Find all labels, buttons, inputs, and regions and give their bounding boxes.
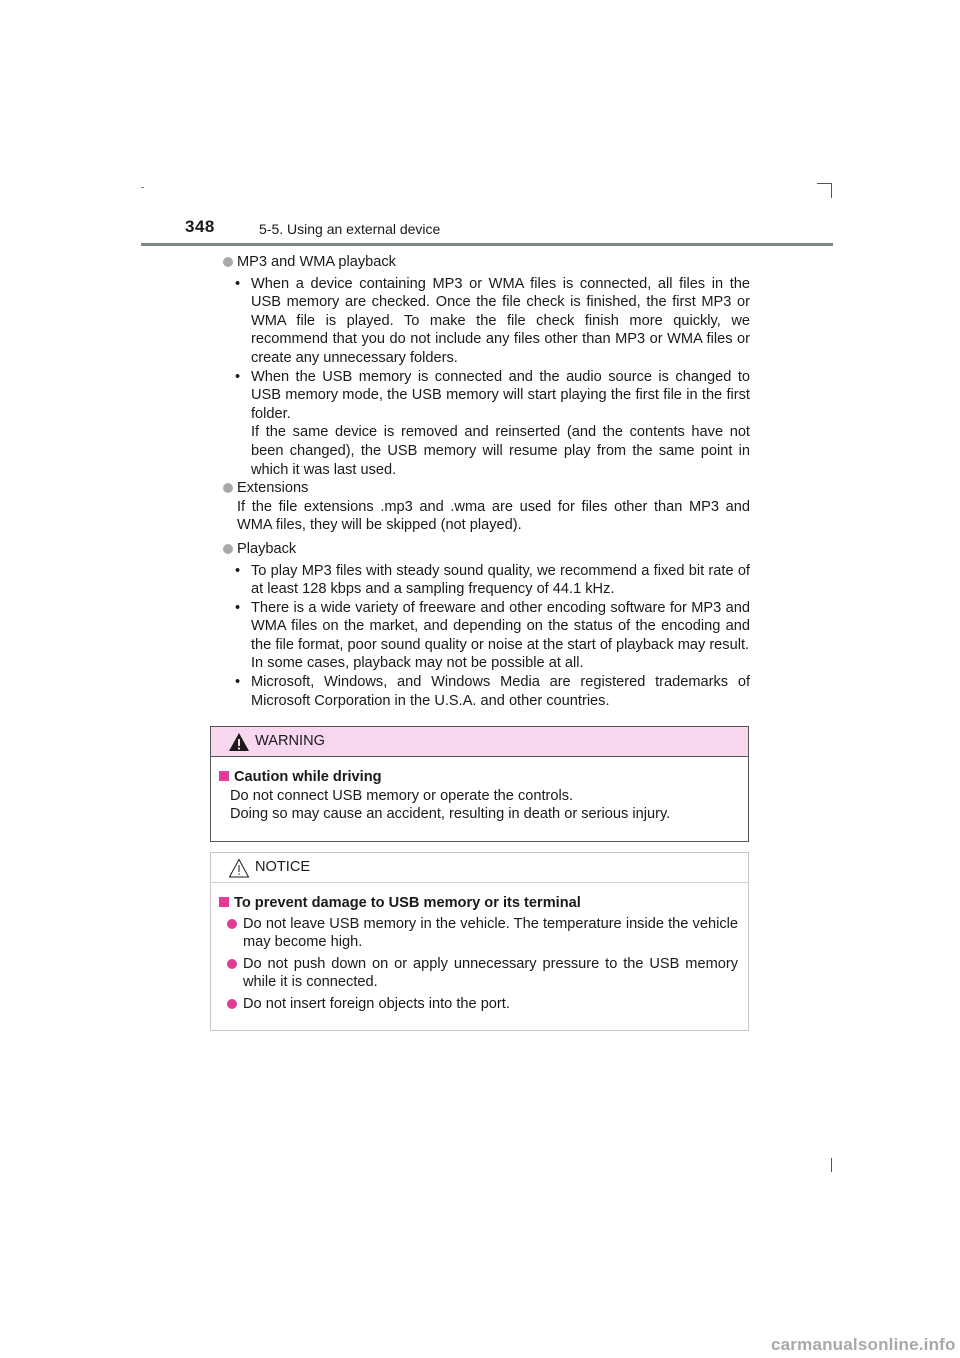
bullet-icon xyxy=(227,999,237,1009)
warning-title: WARNING xyxy=(255,733,325,749)
crop-mark xyxy=(817,183,832,184)
bullet-icon xyxy=(223,257,233,267)
list-item: • When a device containing MP3 or WMA files is connected, all files in the USB memory are checked. Once the file check is finished, the first MP3 or WMA file is played. To make the file check finish more quickly, we recommend that you do not include any files other than MP3 or WMA files or create any unnecessary folders. xyxy=(235,275,750,366)
notice-header xyxy=(211,853,748,883)
warning-box xyxy=(210,726,749,842)
paragraph: If the file extensions .mp3 and .wma are used for files other than MP3 and WMA files, they will be skipped (not played). xyxy=(237,498,750,534)
crop-mark xyxy=(141,187,144,188)
list-item-continuation: In some cases, playback may not be possible at all. xyxy=(251,655,584,672)
warning-line: Do not connect USB memory or operate the controls. xyxy=(230,787,574,804)
watermark: carmanualsonline.info xyxy=(771,1335,956,1354)
crop-mark xyxy=(831,183,832,198)
notice-box xyxy=(210,852,749,1031)
notice-heading: To prevent damage to USB memory or its terminal xyxy=(219,894,738,913)
notice-triangle-icon xyxy=(228,858,250,878)
header-rule xyxy=(141,243,833,246)
list-item: • Microsoft, Windows, and Windows Media are registered trademarks of Microsoft Corporation in the U.S.A. and other countries. xyxy=(235,674,750,709)
bullet-icon xyxy=(223,483,233,493)
bullet-icon xyxy=(227,919,237,929)
crop-mark xyxy=(831,1158,832,1172)
section-heading: MP3 and WMA playback xyxy=(222,253,750,272)
warning-heading: Caution while driving xyxy=(219,768,738,787)
notice-title: NOTICE xyxy=(255,859,311,875)
main-content xyxy=(222,253,750,710)
warning-body xyxy=(211,757,748,824)
warning-line: Doing so may cause an accident, resulting in death or serious injury. xyxy=(230,806,671,823)
section-heading: Extensions xyxy=(222,479,750,498)
list-item: • There is a wide variety of freeware and other encoding software for MP3 and WMA files on the market, and depending on the status of the encoding and the file format, poor sound quality or noise at the start of playback may result. xyxy=(235,599,750,653)
bullet-list xyxy=(222,562,750,711)
notice-body xyxy=(211,883,748,1014)
bullet-icon xyxy=(227,959,237,969)
list-item-continuation: If the same device is removed and reinserted (and the contents have not been changed), the USB memory will resume play from the same point in which it was last used. xyxy=(251,424,750,478)
list-item: • When the USB memory is connected and the audio source is changed to USB memory mode, the USB memory will start playing the first file in the first folder. xyxy=(235,368,750,422)
section-heading: Playback xyxy=(222,540,750,559)
section-title: 5-5. Using an external device xyxy=(259,221,441,237)
square-bullet-icon xyxy=(219,897,229,907)
square-bullet-icon xyxy=(219,771,229,781)
notice-item: Do not push down on or apply unnecessary pressure to the USB memory while it is connected. xyxy=(219,955,738,992)
bullet-icon xyxy=(223,544,233,554)
page-number: 348 xyxy=(185,217,215,236)
bullet-list xyxy=(222,275,750,480)
warning-header xyxy=(211,727,748,757)
warning-triangle-icon xyxy=(228,732,250,752)
notice-item: Do not leave USB memory in the vehicle. The temperature inside the vehicle may become high. xyxy=(219,915,738,952)
notice-item: Do not insert foreign objects into the port. xyxy=(219,995,738,1014)
list-item: • To play MP3 files with steady sound quality, we recommend a fixed bit rate of at least 128 kbps and a sampling frequency of 44.1 kHz. xyxy=(235,562,750,598)
